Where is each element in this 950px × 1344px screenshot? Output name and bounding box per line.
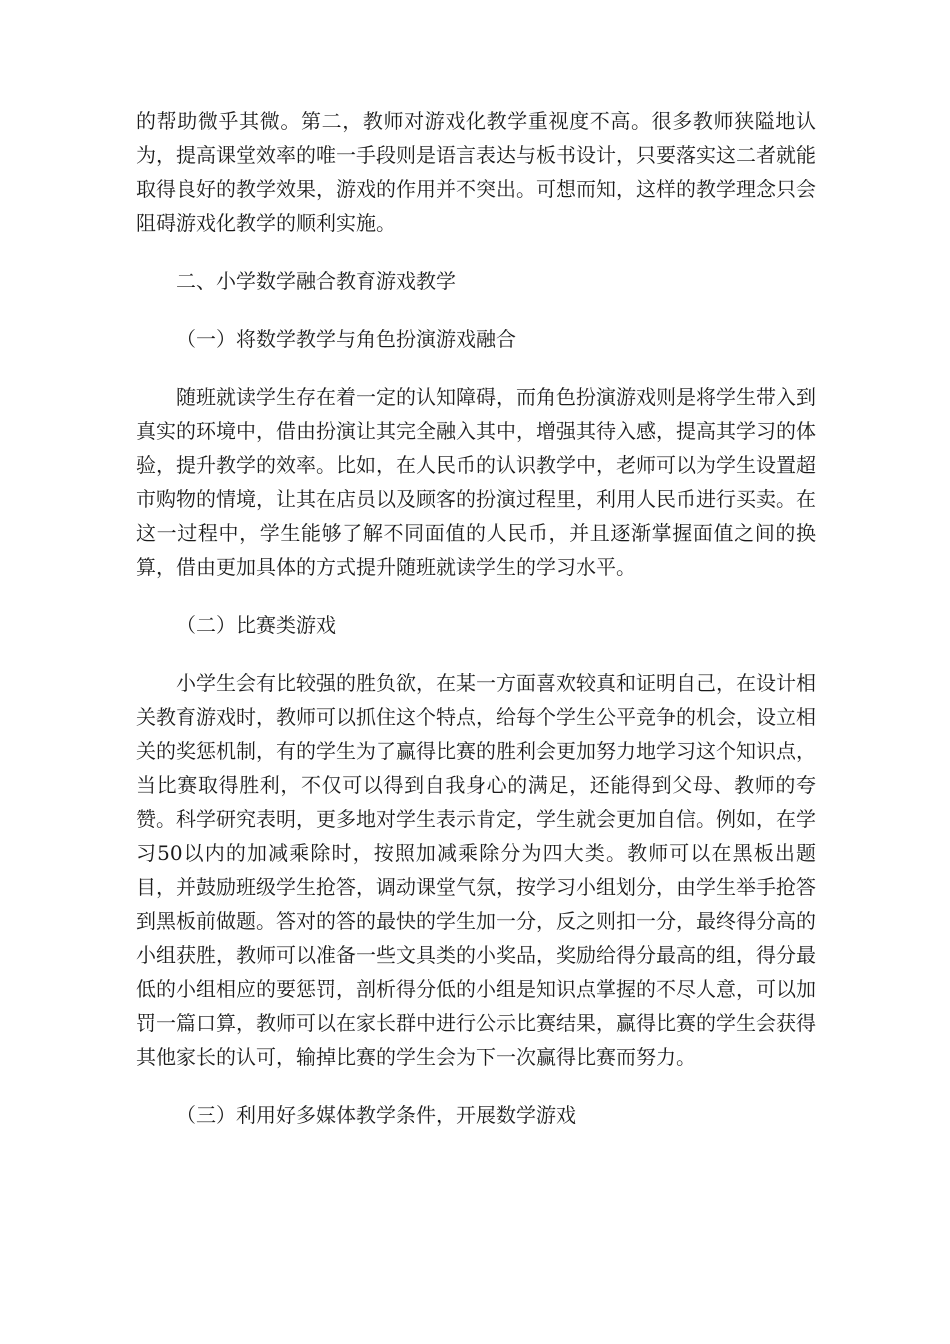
paragraph-competition: 小学生会有比较强的胜负欲，在某一方面喜欢较真和证明自己，在设计相关教育游戏时，教师可以抓住这个特点，给每个学生公平竞争的机会，设立相关的奖惩机制，有的学生为了赢得比赛的胜利会更加努力地学习这个知识点，当比赛取得胜利，不仅可以得到自我身心的满足，还能得到父母、教师的夸赞。科学研究表明，更多地对学生表示肯定，学生就会更加自信。例如，在学习50以内的加减乘除时，按照加减乘除分为四大类。教师可以在黑板出题目，并鼓励班级学生抢答，调动课堂气氛，按学习小组划分，由学生举手抢答到黑板前做题。答对的答的最快的学生加一分，反之则扣一分，最终得分高的小组获胜，教师可以准备一些文具类的小奖品，奖励给得分最高的组，得分最低的小组相应的要惩罚，剖析得分低的小组是知识点掌握的不尽人意，可以加罚一篇口算，教师可以在家长群中进行公示比赛结果，赢得比赛的学生会获得其他家长的认可，输掉比赛的学生会为下一次赢得比赛而努力。 xyxy=(136,671,816,1069)
paragraph-role-play: 随班就读学生存在着一定的认知障碍，而角色扮演游戏则是将学生带入到真实的环境中，借由扮演让其完全融入其中，增强其待入感，提高其学习的体验，提升教学的效率。比如，在人民币的认识教学中，老师可以为学生设置超市购物的情境，让其在店员以及顾客的扮演过程里，利用人民币进行买卖。在这一过程中，学生能够了解不同面值的人民币，并且逐渐掌握面值之间的换算，借由更加具体的方式提升随班就读学生的学习水平。 xyxy=(136,385,816,579)
document-page xyxy=(136,104,816,1156)
section-heading-2: 二、小学数学融合教育游戏教学 xyxy=(176,269,456,293)
subsection-heading-1: （一）将数学教学与角色扮演游戏融合 xyxy=(176,327,516,351)
paragraph-continued: 的帮助微乎其微。第二，教师对游戏化教学重视度不高。很多教师狭隘地认为，提高课堂效率的唯一手段则是语言表达与板书设计，只要落实这二者就能取得良好的教学效果，游戏的作用并不突出。可想而知，这样的教学理念只会阻碍游戏化教学的顺利实施。 xyxy=(136,109,816,235)
subsection-heading-2: （二）比赛类游戏 xyxy=(176,613,336,637)
subsection-heading-3: （三）利用好多媒体教学条件，开展数学游戏 xyxy=(176,1103,576,1127)
